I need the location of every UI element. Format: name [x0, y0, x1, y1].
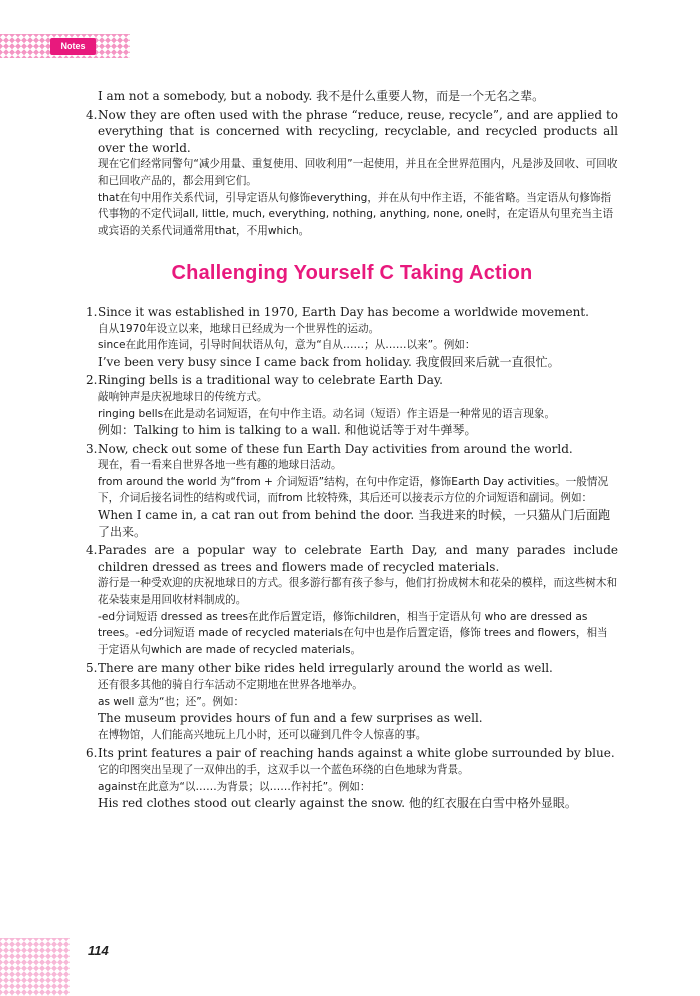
item-note: -ed分词短语 dressed as trees在此作后置定语，修饰children，相当于定语从句 who are dressed as trees。-ed分词短语 made of recycled materials在句中也是作后置定语，修饰 trees and flowers，相当于定语从句which are made of recycled materials。: [98, 610, 608, 656]
item-example-chinese: 在博物馆，人们能高兴地玩上几小时，还可以碰到几件令人惊喜的事。: [98, 728, 427, 741]
page-number: 114: [88, 943, 109, 958]
notes-tab: Notes: [50, 38, 96, 55]
item-note: from around the world 为“from + 介词短语”结构，在句中作定语，修饰Earth Day activities。一般情况下，介词后接名词性的结构或代词，而from 比较特殊，其后还可以接表示方位的介词短语和副词。例如：: [98, 475, 609, 505]
item-example: The museum provides hours of fun and a few surprises as well.: [98, 711, 483, 726]
page-content: [86, 88, 618, 812]
list-item: [86, 441, 618, 458]
intro-example-line: I am not a somebody, but a nobody. 我不是什么重要人物，而是一个无名之辈。: [98, 89, 545, 103]
item-chinese: 现在它们经常同警句“减少用量、重复使用、回收利用”一起使用，并且在全世界范围内，凡是涉及回收、可回收和已回收产品的，都会用到它们。: [98, 158, 618, 187]
item-english: Now, check out some of these fun Earth Day activities from around the world.: [98, 441, 573, 456]
item-chinese: 游行是一种受欢迎的庆祝地球日的方式。很多游行都有孩子参与，他们打扮成树木和花朵的模样，而这些树木和花朵装束是用回收材料制成的。: [98, 577, 618, 607]
item-chinese: 自从1970年设立以来，地球日已经成为一个世界性的运动。: [98, 322, 380, 335]
item-english: Now they are often used with the phrase “reduce, reuse, recycle”, and are applied to everything that is concerned with recycling, recyclable, and recycled products all over the world.: [98, 107, 618, 155]
item-note: as well 意为“也；还”。例如：: [98, 695, 245, 708]
item-english: Its print features a pair of reaching hands against a white globe surrounded by blue.: [98, 746, 615, 761]
item-number: 4.: [86, 107, 98, 122]
section-title: Challenging Yourself C Taking Action: [171, 262, 533, 285]
list-item: [86, 660, 618, 677]
item-chinese: 现在，看一看来自世界各地一些有趣的地球日活动。: [98, 459, 342, 472]
item-example: 例如：Talking to him is talking to a wall. 和他说话等于对牛弹琴。: [98, 423, 477, 438]
list-item: [86, 745, 618, 762]
item-number: 5.: [86, 661, 98, 676]
item-number: 1.: [86, 304, 98, 319]
item-example: When I came in, a cat ran out from behind the door. 当我进来的时候，一只猫从门后面跑了出来。: [98, 508, 610, 539]
list-item: [86, 107, 618, 157]
list-item: [86, 304, 618, 321]
item-english: Ringing bells is a traditional way to celebrate Earth Day.: [98, 373, 443, 388]
item-note: ringing bells在此是动名词短语，在句中作主语。动名词（短语）作主语是一种常见的语言现象。: [98, 407, 556, 420]
decorative-pattern-bottom: [0, 938, 70, 996]
item-chinese: 敲响钟声是庆祝地球日的传统方式。: [98, 390, 268, 403]
item-english: There are many other bike rides held irregularly around the world as well.: [98, 661, 553, 676]
item-note: that在句中用作关系代词，引导定语从句修饰everything，并在从句中作主语，不能省略。当定语从句修饰指代事物的不定代词all, little, much, everything, nothing, anything, none, one时，在定语从句里充当主语或宾语的关系代词通常用that，不用which。: [98, 191, 614, 237]
item-english: Parades are a popular way to celebrate Earth Day, and many parades include children dressed as trees and flowers made of recycled materials.: [98, 543, 618, 574]
list-item: [86, 542, 618, 575]
item-chinese: 它的印图突出呈现了一双伸出的手，这双手以一个蓝色环绕的白色地球为背景。: [98, 763, 469, 776]
item-chinese: 还有很多其他的骑自行车活动不定期地在世界各地举办。: [98, 679, 363, 691]
item-number: 2.: [86, 373, 98, 388]
item-note: since在此用作连词，引导时间状语从句，意为“自从……；从……以来”。例如：: [98, 339, 476, 352]
item-number: 6.: [86, 746, 98, 761]
item-number: 3.: [86, 441, 98, 456]
item-english: Since it was established in 1970, Earth Day has become a worldwide movement.: [98, 304, 589, 319]
item-example: I’ve been very busy since I came back from holiday. 我度假回来后就一直很忙。: [98, 354, 560, 369]
item-note: against在此意为“以……为背景；以……作衬托”。例如：: [98, 780, 371, 793]
list-item: [86, 372, 618, 389]
item-example: His red clothes stood out clearly against the snow. 他的红衣服在白雪中格外显眼。: [98, 796, 577, 811]
item-number: 4.: [86, 543, 98, 558]
